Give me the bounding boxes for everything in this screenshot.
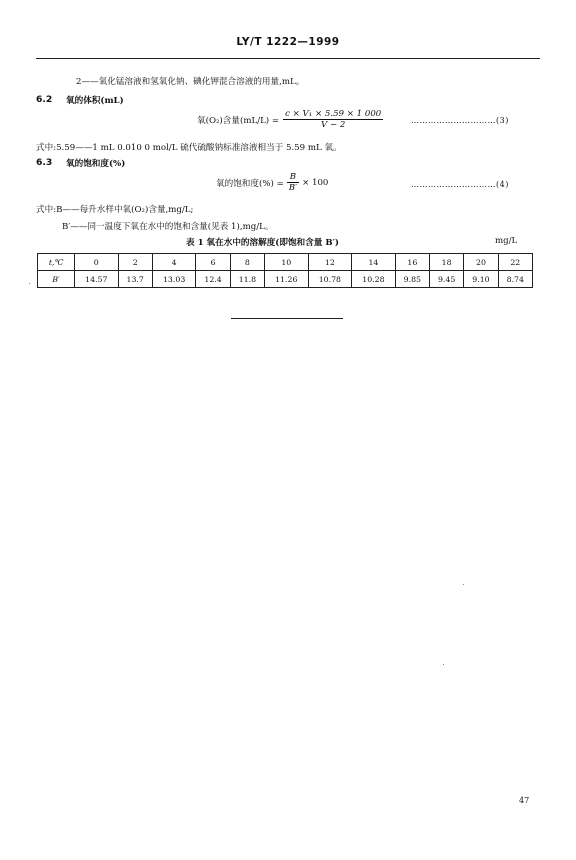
page-number: 47 <box>519 796 530 805</box>
value-cell: 10.28 <box>352 271 396 288</box>
temp-cell: 22 <box>498 254 532 271</box>
value-cell: 9.10 <box>464 271 498 288</box>
temp-cell: 18 <box>429 254 463 271</box>
temp-cell: 2 <box>118 254 152 271</box>
equation-4 <box>216 172 328 193</box>
equation-4-denominator: B′ <box>288 183 298 193</box>
scan-speck <box>29 283 30 284</box>
equation-3 <box>197 109 383 130</box>
value-cell: 14.57 <box>75 271 119 288</box>
header-rule <box>36 58 540 59</box>
solubility-table <box>37 253 533 288</box>
item-2-text: 2——氧化锰溶液和氢氧化钠、碘化钾混合溶液的用量,mL。 <box>76 77 305 87</box>
section-6-2-title: 氧的体积(mL) <box>66 96 124 106</box>
table-row-saturation <box>38 271 533 288</box>
temp-cell: 6 <box>196 254 230 271</box>
equation-3-denominator: V − 2 <box>283 119 383 130</box>
section-6-3-title: 氧的饱和度(%) <box>66 159 126 169</box>
document-header: LY/T 1222—1999 <box>236 36 340 48</box>
constant-note: 式中:5.59——1 mL 0.010 0 mol/L 硫代硫酸钠标准溶液相当于 5.59 mL 氧。 <box>36 143 342 153</box>
equation-4-rhs: × 100 <box>302 177 329 188</box>
temp-cell: 16 <box>395 254 429 271</box>
equation-3-numerator: c × V₁ × 5.59 × 1 000 <box>285 109 382 119</box>
value-cell: 8.74 <box>498 271 532 288</box>
scan-speck <box>443 664 444 665</box>
temp-cell: 20 <box>464 254 498 271</box>
value-cell: 12.4 <box>196 271 230 288</box>
row-header-temperature: t,℃ <box>38 254 75 271</box>
equation-4-lhs: 氧的饱和度(%) = <box>216 178 284 189</box>
value-cell: 11.26 <box>265 271 309 288</box>
table-unit: mg/L <box>495 236 518 246</box>
temp-cell: 4 <box>152 254 196 271</box>
temp-cell: 0 <box>75 254 119 271</box>
table-caption: 表 1 氧在水中的溶解度(即饱和含量 B′) <box>186 238 339 248</box>
value-cell: 11.8 <box>230 271 264 288</box>
value-cell: 10.78 <box>308 271 352 288</box>
temp-cell: 8 <box>230 254 264 271</box>
equation-4-tag: …………………………(4) <box>411 180 509 189</box>
section-6-3-number: 6.3 <box>36 157 53 168</box>
value-cell: 9.45 <box>429 271 463 288</box>
table-row-temperature <box>38 254 533 271</box>
temp-cell: 10 <box>265 254 309 271</box>
row-header-saturation: B′ <box>38 271 75 288</box>
where-B-prime: B′——同一温度下氧在水中的饱和含量(见表 1),mg/L。 <box>62 222 274 232</box>
equation-3-fraction <box>283 109 383 130</box>
end-rule <box>231 318 343 319</box>
equation-3-lhs: 氧(O₂)含量(mL/L) = <box>197 115 280 126</box>
temp-cell: 14 <box>352 254 396 271</box>
equation-3-tag: …………………………(3) <box>411 116 509 125</box>
temp-cell: 12 <box>308 254 352 271</box>
equation-4-fraction <box>287 172 299 193</box>
value-cell: 13.7 <box>118 271 152 288</box>
equation-4-numerator: B <box>289 172 297 182</box>
value-cell: 13.03 <box>152 271 196 288</box>
where-B: 式中:B——每升水样中氧(O₂)含量,mg/L; <box>36 205 194 215</box>
value-cell: 9.85 <box>395 271 429 288</box>
section-6-2-number: 6.2 <box>36 94 53 105</box>
scan-speck <box>463 584 464 585</box>
